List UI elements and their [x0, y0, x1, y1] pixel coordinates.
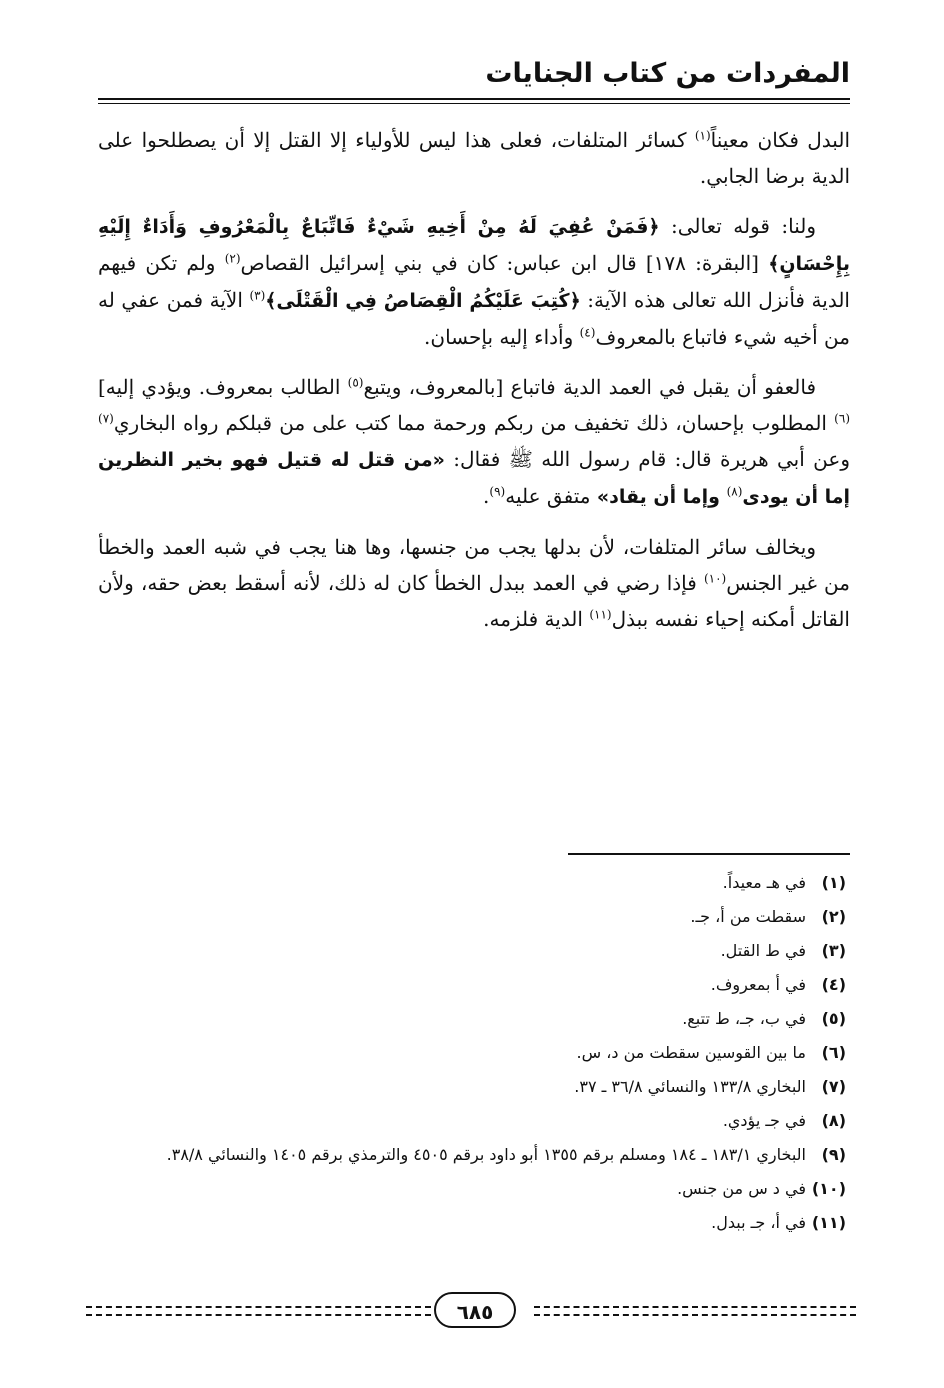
text-run: البدل فكان معيناً	[710, 128, 850, 152]
text-run: ولنا: قوله تعالى:	[659, 214, 816, 238]
footnote-text: في أ بمعروف.	[710, 975, 806, 994]
hadith-quote: «من قتل له قتيل فهو بخير النظرين إما أن يودى	[98, 449, 850, 508]
text-run: الدية فلزمه.	[483, 607, 590, 631]
footnote-item	[86, 1070, 846, 1104]
footnote-ref-7[interactable]: (٧)	[98, 411, 114, 426]
footnote-number: (١)	[821, 873, 846, 892]
page-header	[98, 52, 850, 112]
footnote-number: (٤)	[821, 975, 846, 994]
footnote-item	[86, 934, 846, 968]
page-number: ٦٨٥	[434, 1292, 516, 1328]
text-run: وأداء إليه بإحسان.	[424, 325, 580, 349]
running-title: المفردات من كتاب الجنايات	[485, 58, 850, 89]
footnote-number: (٧)	[821, 1077, 846, 1096]
footnote-item	[86, 968, 846, 1002]
footnote-ref-3[interactable]: (٣)	[249, 288, 266, 303]
text-run: ولم تكن فيهم الدية فأنزل الله تعالى هذه الآية:	[98, 251, 850, 312]
footnote-item	[86, 1036, 846, 1070]
text-run: ويخالف سائر المتلفات، لأن بدلها يجب من جنسها، وها هنا يجب في شبه العمد والخطأ من غير الجنس	[98, 535, 850, 595]
footnote-item	[86, 866, 846, 900]
footnote-text: في جـ يؤدي.	[722, 1111, 806, 1130]
footnote-number: (٩)	[821, 1145, 846, 1164]
footnote-ref-10[interactable]: (١٠)	[703, 571, 727, 586]
text-run: فإذا رضي في العمد ببدل الخطأ كان له ذلك، لأنه أسقط بعض حقه، ولأن القاتل أمكنه إحياء نفسه ببذل	[98, 571, 850, 631]
footnote-ref-6[interactable]: (٦)	[834, 411, 850, 426]
footnote-number: (١١)	[811, 1213, 846, 1232]
paragraph-2	[98, 208, 850, 355]
footnote-item	[86, 1002, 846, 1036]
text-run: متفق عليه	[505, 484, 597, 508]
footnote-number: (٢)	[821, 907, 846, 926]
quran-verse-2: ﴿كُتِبَ عَلَيْكُمُ الْقِصَاصُ فِي الْقَتْلَى﴾	[265, 290, 581, 312]
text-run: كسائر المتلفات، فعلى هذا ليس للأولياء إلا القتل إلا أن يصطلحوا على الدية برضا الجابي.	[98, 128, 850, 188]
footnote-ref-9[interactable]: (٩)	[489, 484, 506, 499]
footnote-number: (٣)	[821, 941, 846, 960]
footnote-item	[86, 900, 846, 934]
footnote-item	[86, 1138, 846, 1172]
footnote-text: في أ، جـ ببدل.	[711, 1213, 806, 1232]
footnote-number: (١٠)	[811, 1179, 846, 1198]
footnote-text: في ب، جـ، ط تتبع.	[682, 1009, 806, 1028]
page-footer	[86, 1290, 856, 1330]
footnote-number: (٨)	[821, 1111, 846, 1130]
footnote-item	[86, 1172, 846, 1206]
footnote-text: سقطت من أ، جـ.	[690, 907, 806, 926]
footnote-text: البخاري ١٣٣/٨ والنسائي ٣٦/٨ ـ ٣٧.	[574, 1077, 806, 1096]
paragraph-4	[98, 529, 850, 637]
text-run: المطلوب بإحسان، ذلك تخفيف من ربكم ورحمة مما كتب على من قبلكم رواه البخاري	[113, 411, 835, 435]
footnote-separator	[568, 853, 850, 855]
footnote-ref-11[interactable]: (١١)	[589, 607, 612, 622]
text-run: وعن أبي هريرة قال: قام رسول الله ﷺ فقال:	[444, 447, 850, 471]
footnote-text: البخاري ١٨٣/١ ـ ١٨٤ ومسلم برقم ١٣٥٥ أبو داود برقم ٤٥٠٥ والترمذي برقم ١٤٠٥ والنسائي ٣٨/٨.	[166, 1145, 806, 1164]
paragraph-1	[98, 122, 850, 194]
footnote-text: في هـ معيداً.	[722, 873, 806, 892]
hadith-quote-end: وإما أن يقاد»	[596, 486, 727, 508]
footnote-ref-4[interactable]: (٤)	[579, 325, 596, 340]
footnote-text: ما بين القوسين سقطت من د، س.	[576, 1043, 806, 1062]
footnote-ref-2[interactable]: (٢)	[224, 251, 241, 266]
text-run: فالعفو أن يقبل في العمد الدية فاتباع [بالمعروف، ويتبع	[363, 375, 816, 399]
body-text	[98, 122, 850, 651]
footnotes	[86, 866, 846, 1240]
text-run: الآية فمن عفي له من أخيه شيء فاتباع بالمعروف	[98, 288, 850, 349]
text-run: [البقرة: ١٧٨] قال ابن عباس: كان في بني إسرائيل القصاص	[240, 251, 769, 275]
header-rule	[98, 98, 850, 104]
text-run: .	[483, 484, 490, 508]
footnote-item	[86, 1104, 846, 1138]
footnote-ref-1[interactable]: (١)	[694, 128, 711, 143]
footnote-ref-5[interactable]: (٥)	[347, 375, 364, 390]
footnote-number: (٦)	[821, 1043, 846, 1062]
footnote-item	[86, 1206, 846, 1240]
footer-dashed-line-left	[86, 1306, 431, 1316]
footnote-text: في ط القتل.	[720, 941, 806, 960]
footnote-number: (٥)	[821, 1009, 846, 1028]
footnote-text: في د س من جنس.	[677, 1179, 806, 1198]
footer-dashed-line-right	[534, 1306, 856, 1316]
text-run: الطالب بمعروف. ويؤدي إليه]	[98, 375, 348, 399]
footnote-ref-8[interactable]: (٨)	[726, 484, 743, 499]
paragraph-3	[98, 369, 850, 515]
quran-verse-1: ﴿فَمَنْ عُفِيَ لَهُ مِنْ أَخِيهِ شَيْءٌ فَاتِّبَاعٌ بِالْمَعْرُوفِ وَأَدَاءٌ إِلَيْهِ بِإِحْسَانٍ﴾	[98, 216, 850, 275]
